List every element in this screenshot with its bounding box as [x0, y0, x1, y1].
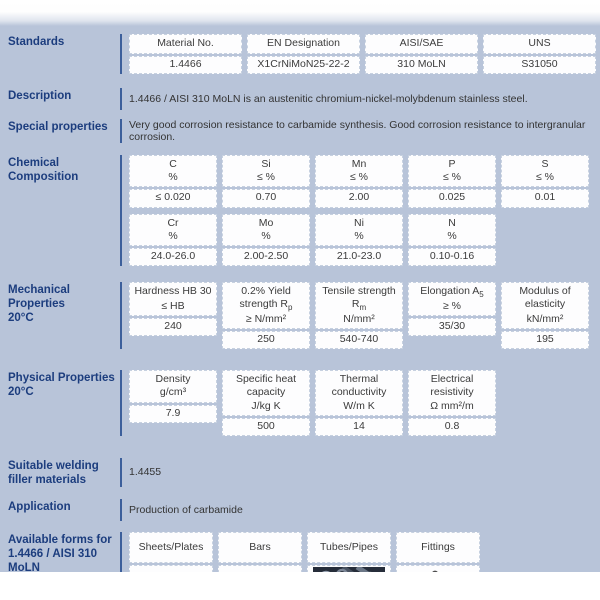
- property-header-cell: Thermal conductivity W/m K: [315, 370, 403, 415]
- mechanical-column: [129, 282, 217, 349]
- special-properties-label: Special properties: [8, 121, 108, 134]
- property-header-cell: 0.2% Yield strength $R_p$ ≥ N/mm²: [222, 282, 310, 329]
- tubes-pipes-image: [313, 567, 385, 572]
- standards-header-cell: Material No.: [129, 34, 242, 54]
- form-header-cell: Sheets/Plates: [129, 532, 213, 563]
- chemical-column: [222, 155, 310, 207]
- section-chemical-composition: [8, 155, 600, 266]
- element-header-cell: S ≤ %: [501, 155, 589, 187]
- standards-label: Standards: [8, 36, 65, 48]
- form-column-fittings: [396, 532, 480, 572]
- standards-value-cell: S31050: [483, 56, 596, 74]
- description-text: 1.4466 / AISI 310 MoLN is an austenitic chromium-nickel-molybdenum stainless steel.: [120, 88, 600, 110]
- standards-value-cell: 310 MoLN: [365, 56, 478, 74]
- special-properties-text: Very good corrosion resistance to carbamide synthesis. Good corrosion resistance to intergranular corrosion.: [120, 119, 600, 143]
- chemical-column: [315, 214, 403, 266]
- form-header-cell: Bars: [218, 532, 302, 563]
- physical-column: [408, 370, 496, 436]
- property-header-cell: Density g/cm³: [129, 370, 217, 402]
- standards-column: [129, 34, 242, 74]
- form-image-cell: [307, 565, 391, 572]
- chemical-column: [222, 214, 310, 266]
- standards-table: [120, 34, 600, 74]
- section-special-properties: [8, 119, 600, 143]
- property-value-cell: 250: [222, 331, 310, 349]
- application-label: Application: [8, 500, 71, 513]
- standards-header-cell: AISI/SAE: [365, 34, 478, 54]
- chemical-group-1: [129, 155, 596, 207]
- property-value-cell: 0.8: [408, 418, 496, 436]
- description-label: Description: [8, 90, 72, 103]
- mechanical-column: [222, 282, 310, 349]
- standards-column: [365, 34, 478, 74]
- chemical-composition-table: [120, 155, 600, 266]
- element-header-cell: Mn ≤ %: [315, 155, 403, 187]
- property-header-cell: Specific heat capacity J/kg K: [222, 370, 310, 415]
- section-available-forms: [8, 532, 600, 572]
- element-value-cell: 0.70: [222, 189, 310, 207]
- available-forms-table: [120, 532, 600, 572]
- element-value-cell: 2.00-2.50: [222, 248, 310, 266]
- form-image-cell: [129, 565, 213, 572]
- physical-column: [222, 370, 310, 436]
- mechanical-column: [501, 282, 589, 349]
- fittings-image: [402, 567, 474, 572]
- datasheet-content: [0, 26, 600, 572]
- property-header-cell: Elongation $A_5$ ≥ %: [408, 282, 496, 316]
- physical-column: [129, 370, 217, 436]
- section-mechanical-properties: [8, 282, 600, 349]
- form-column-sheets-plates: [129, 532, 213, 572]
- chemical-group-2: [129, 214, 596, 266]
- physical-column: [315, 370, 403, 436]
- application-text: Production of carbamide: [120, 499, 600, 521]
- standards-column: [247, 34, 360, 74]
- section-description: [8, 88, 600, 110]
- element-header-cell: Ni %: [315, 214, 403, 246]
- welding-filler-text: 1.4455: [120, 458, 600, 487]
- mechanical-properties-table: [120, 282, 600, 349]
- sheets-plates-image: [135, 567, 207, 572]
- bars-image: [224, 567, 296, 572]
- element-header-cell: Mo %: [222, 214, 310, 246]
- element-value-cell: 24.0-26.0: [129, 248, 217, 266]
- standards-value-cell: 1.4466: [129, 56, 242, 74]
- standards-value-cell: X1CrNiMoN25-22-2: [247, 56, 360, 74]
- form-column-tubes-pipes: [307, 532, 391, 572]
- section-physical-properties: [8, 370, 600, 436]
- element-header-cell: P ≤ %: [408, 155, 496, 187]
- mechanical-column: [408, 282, 496, 349]
- section-standards: [8, 34, 600, 74]
- property-header-cell: Hardness HB 30 ≤ HB: [129, 282, 217, 316]
- available-forms-label: Available forms for 1.4466 / AISI 310 MoLN: [8, 533, 112, 572]
- element-header-cell: Si ≤ %: [222, 155, 310, 187]
- chemical-column: [129, 155, 217, 207]
- property-header-cell: Modulus of elasticity kN/mm²: [501, 282, 589, 329]
- property-value-cell: 14: [315, 418, 403, 436]
- form-image-cell: [218, 565, 302, 572]
- chemical-column: [315, 155, 403, 207]
- element-value-cell: 0.01: [501, 189, 589, 207]
- form-column-bars: [218, 532, 302, 572]
- form-header-cell: Tubes/Pipes: [307, 532, 391, 563]
- welding-filler-label: Suitable welding filler materials: [8, 459, 99, 486]
- chemical-composition-label: Chemical Composition: [8, 157, 79, 184]
- element-header-cell: C %: [129, 155, 217, 187]
- element-header-cell: Cr %: [129, 214, 217, 246]
- section-welding-filler-materials: [8, 458, 600, 487]
- top-white-band: [0, 0, 600, 26]
- element-value-cell: 2.00: [315, 189, 403, 207]
- standards-header-cell: EN Designation: [247, 34, 360, 54]
- mechanical-properties-label: Mechanical Properties 20°C: [8, 283, 70, 324]
- property-header-cell: Tensile strength $R_m$ N/mm²: [315, 282, 403, 329]
- standards-header-cell: UNS: [483, 34, 596, 54]
- physical-properties-table: [120, 370, 600, 436]
- property-header-cell: Electrical resistivity Ω mm²/m: [408, 370, 496, 415]
- chemical-column: [501, 155, 589, 207]
- chemical-column: [408, 155, 496, 207]
- element-value-cell: 0.10-0.16: [408, 248, 496, 266]
- property-value-cell: 35/30: [408, 318, 496, 336]
- form-image-cell: [396, 565, 480, 572]
- form-header-cell: Fittings: [396, 532, 480, 563]
- chemical-column: [408, 214, 496, 266]
- section-application: [8, 499, 600, 521]
- property-value-cell: 540-740: [315, 331, 403, 349]
- element-value-cell: ≤ 0.020: [129, 189, 217, 207]
- bottom-white-band: [0, 572, 600, 600]
- standards-column: [483, 34, 596, 74]
- chemical-column: [129, 214, 217, 266]
- property-value-cell: 195: [501, 331, 589, 349]
- element-value-cell: 0.025: [408, 189, 496, 207]
- property-value-cell: 240: [129, 318, 217, 336]
- mechanical-column: [315, 282, 403, 349]
- element-value-cell: 21.0-23.0: [315, 248, 403, 266]
- element-header-cell: N %: [408, 214, 496, 246]
- property-value-cell: 7.9: [129, 405, 217, 423]
- physical-properties-label: Physical Properties 20°C: [8, 372, 115, 399]
- property-value-cell: 500: [222, 418, 310, 436]
